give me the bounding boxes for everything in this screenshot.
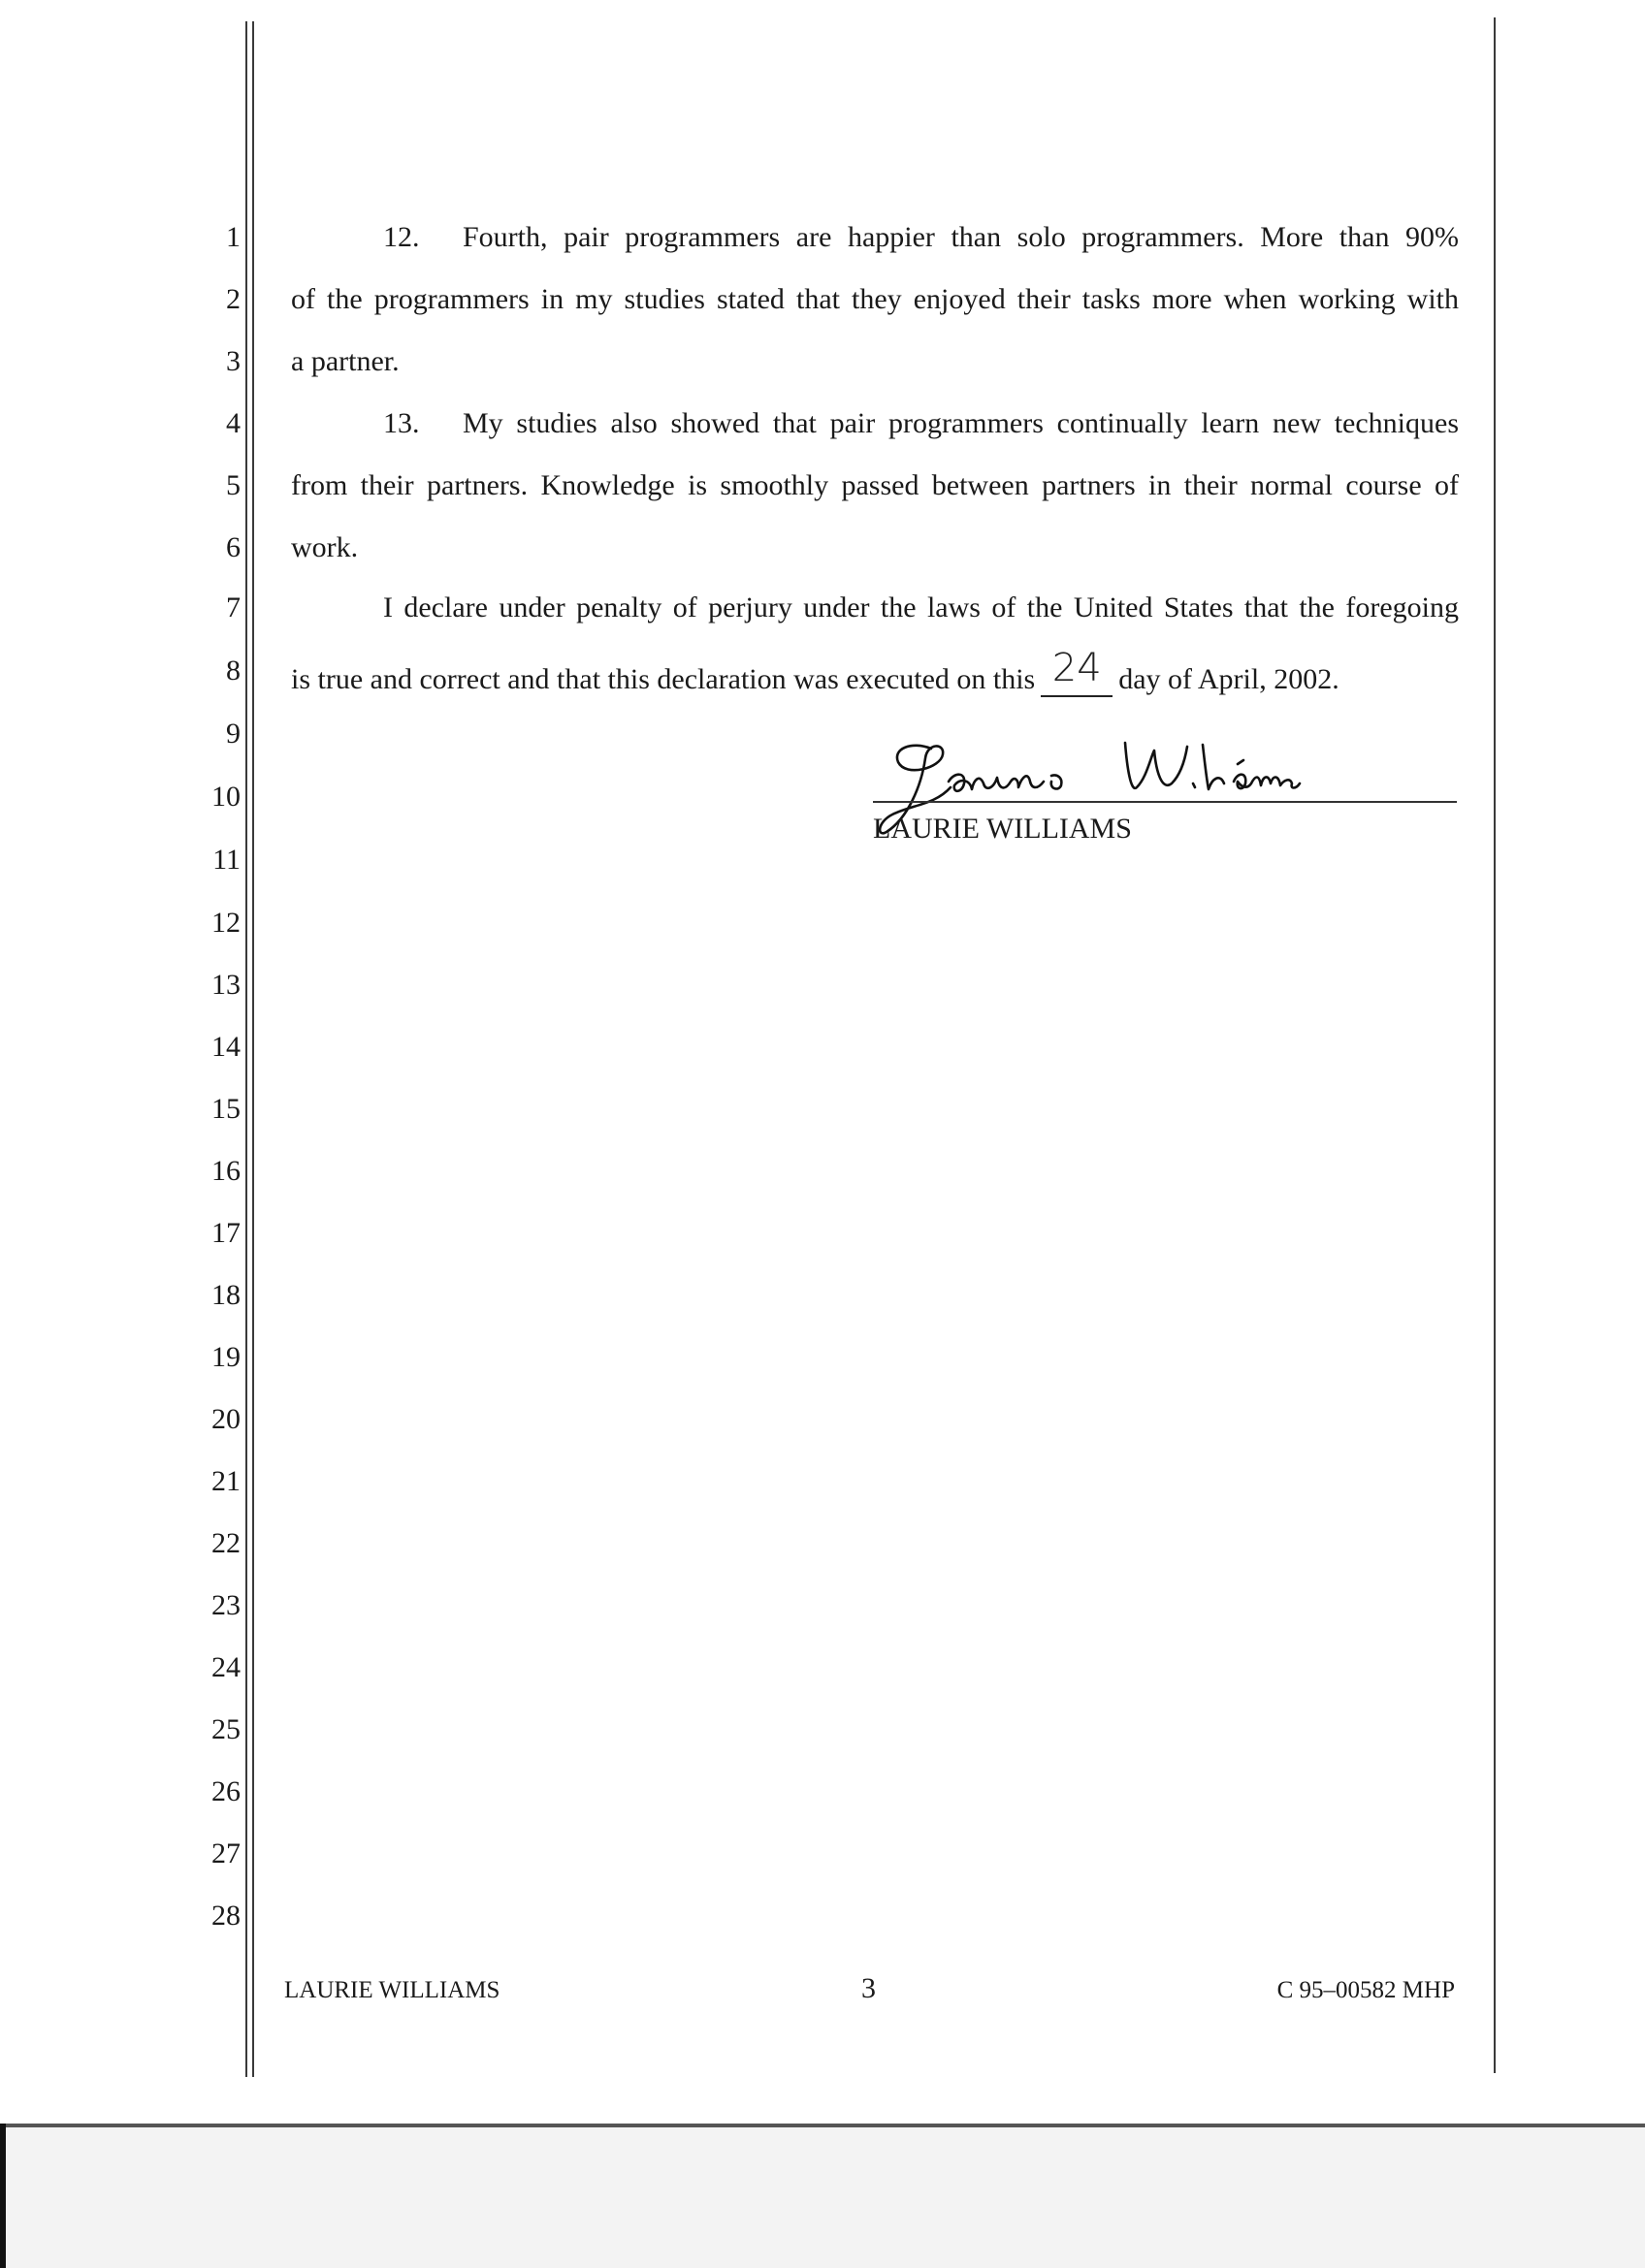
line-number: 25 — [211, 1713, 241, 1745]
line-number: 16 — [211, 1155, 241, 1187]
filled-day-value: 24 — [1051, 646, 1102, 690]
body-line-1 — [291, 223, 1459, 252]
line-number: 10 — [211, 781, 241, 813]
body-line-7 — [291, 593, 1459, 623]
footer-name: LAURIE WILLIAMS — [284, 1977, 500, 2003]
body-line-4 — [291, 409, 1459, 438]
paragraph-number-13: 13. — [383, 407, 420, 439]
line-number: 4 — [226, 407, 241, 439]
line-number: 22 — [211, 1527, 241, 1559]
line-number: 7 — [226, 591, 241, 623]
signature-line — [873, 801, 1457, 803]
line-number: 18 — [211, 1279, 241, 1311]
line-number: 23 — [211, 1589, 241, 1621]
line-number: 1 — [226, 221, 241, 253]
declaration-line-2-end: day of April, 2002. — [1118, 663, 1339, 695]
line-number: 6 — [226, 531, 241, 563]
line-number: 20 — [211, 1403, 241, 1435]
line-number: 11 — [212, 844, 241, 876]
line-number: 21 — [211, 1465, 241, 1497]
paragraph-13-line-1: My studies also showed that pair programmers continually learn new techniques — [463, 407, 1459, 439]
body-line-3: a partner. — [291, 345, 400, 377]
line-number: 27 — [211, 1837, 241, 1869]
line-number: 2 — [226, 283, 241, 315]
scanner-bed-area — [0, 2126, 1645, 2268]
left-margin-rule-outer — [245, 21, 247, 2077]
declaration-line-1: I declare under penalty of perjury under the laws of the United States that the foregoing — [383, 591, 1459, 623]
line-number: 24 — [211, 1651, 241, 1683]
line-number: 13 — [211, 969, 241, 1001]
footer-case-number: C 95–00582 MHP — [1276, 1977, 1455, 2003]
body-line-2: of the programmers in my studies stated that they enjoyed their tasks more when working with — [291, 283, 1459, 315]
footer-page-number: 3 — [861, 1972, 876, 2004]
line-number: 9 — [226, 718, 241, 750]
paragraph-number-12: 12. — [383, 221, 420, 253]
line-number: 19 — [211, 1341, 241, 1373]
scanner-left-edge — [0, 2124, 6, 2268]
paragraph-12-line-1: Fourth, pair programmers are happier than solo programmers. More than 90% — [463, 221, 1459, 253]
line-number: 3 — [226, 345, 241, 377]
line-number: 5 — [226, 469, 241, 501]
line-number: 26 — [211, 1775, 241, 1807]
declaration-line-2-start: is true and correct and that this declaration was executed on this — [291, 663, 1036, 695]
line-number: 8 — [226, 655, 241, 687]
page-bottom-edge — [0, 2124, 1645, 2127]
body-line-6: work. — [291, 531, 359, 563]
line-number: 12 — [211, 907, 241, 939]
body-line-8 — [291, 646, 1459, 697]
line-number: 15 — [211, 1093, 241, 1125]
line-number: 28 — [211, 1900, 241, 1932]
line-number: 14 — [211, 1031, 241, 1063]
body-line-5: from their partners. Knowledge is smoothly passed between partners in their normal course of — [291, 469, 1459, 501]
left-margin-rule-inner — [252, 21, 254, 2077]
right-margin-rule — [1494, 17, 1496, 2073]
filled-day-blank — [1041, 646, 1113, 697]
line-number: 17 — [211, 1217, 241, 1249]
signer-printed-name: LAURIE WILLIAMS — [873, 813, 1132, 845]
